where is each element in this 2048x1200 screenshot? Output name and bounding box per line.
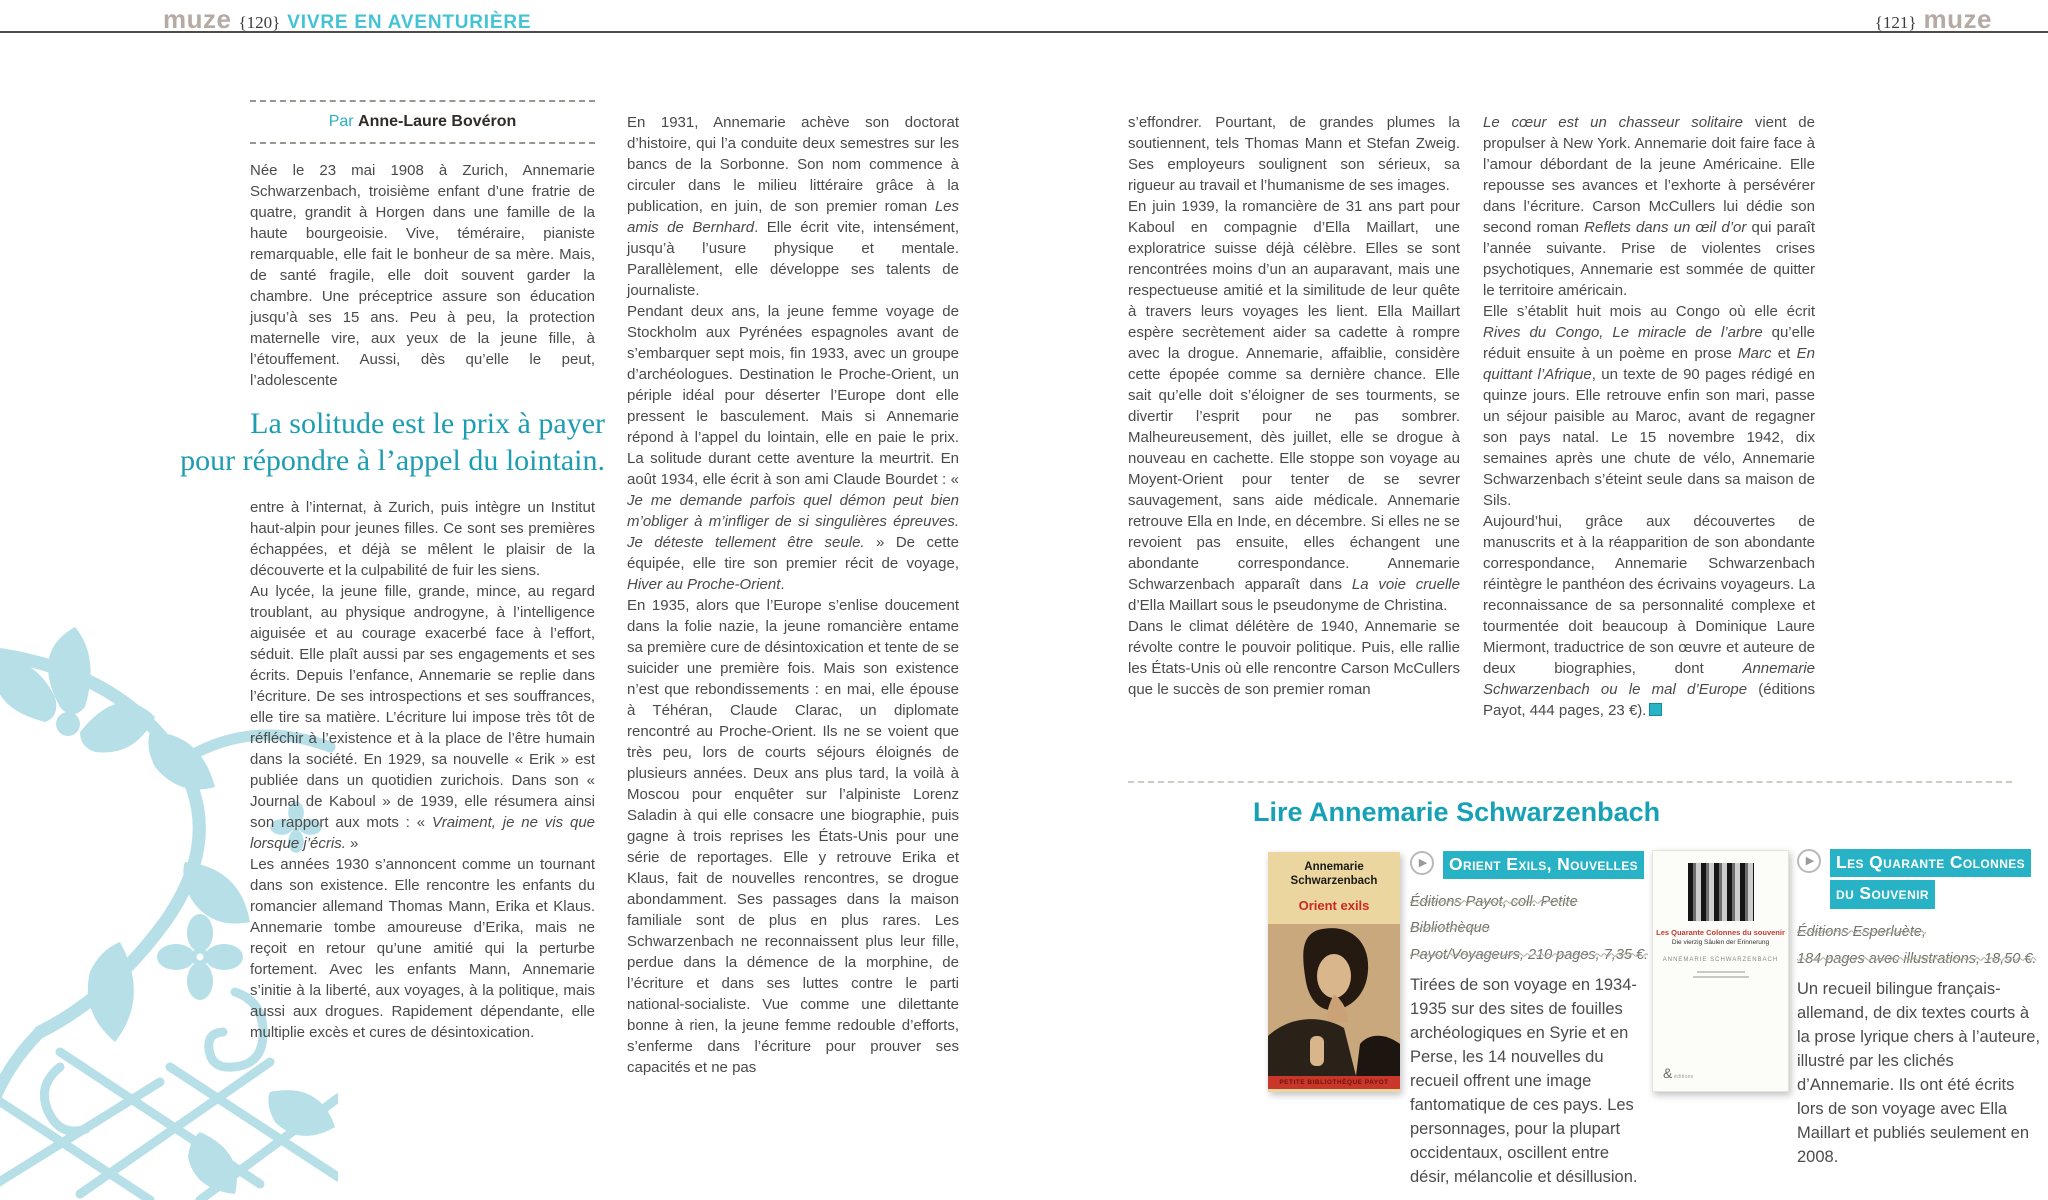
- cover-colophon-lines: [1692, 971, 1750, 978]
- paragraph: [1483, 511, 1815, 721]
- book-cover-orient-exils: [1268, 852, 1400, 1092]
- page-number-left: {120}: [238, 13, 281, 32]
- cover-title: Les Quarante Colonnes du souvenir: [1656, 928, 1785, 937]
- cover-title: Orient exils: [1298, 897, 1370, 913]
- paragraph: En juin 1939, la romancière de 31 ans part pour Kaboul en compagnie d’Ella Maillart, une exploratrice suisse déjà célèbre. Elles se sont rencontrées moins d’un an auparavant, mais une respectueuse amitié et la similitude de leur quête à travers leurs voyages les lient. Ella Maillart espère secrètement aider sa cadette à rompre avec la drogue. Annemarie, affaiblie, considère cette épopée comme sa dernière chance. Elle sait qu’elle doit s’éloigner de ses tourments, se divertir l’esprit pour ne pas sombrer. Malheureusement, dès juillet, elle se drogue à nouveau en cachette. Elle stoppe son voyage au Moyent-Orient pour tenter de se sevrer sauvagement, sans aide médicale. Annemarie retrouve Ella en Inde, en décembre. Si elles ne se revoient pas ensuite, elles échangent une abondante correspondance. Annemarie Schwarzenbach apparaît dans La voie cruelle d’Ella Maillart sous le pseudonyme de Christina.: [1128, 198, 1460, 614]
- paragraph: Elle s’établit huit mois au Congo où elle écrit Rives du Congo, Le miracle de l’arbre qu’elle réduit ensuite à un poème en prose Marc et En quittant l’Afrique, un texte de 90 pages rédigé en quinze jours. Elle retrouve enfin son mari, passe un séjour paisible au Maroc, avant de regagner son pays natal. Le 15 novembre 1942, dix semaines après une chute de vélo, Annemarie Schwarzenbach s’éteint seule dans sa maison de Sils.: [1483, 303, 1815, 509]
- book-title-badge: Les Quarante Colonnes du Souvenir: [1830, 849, 2031, 912]
- page-number-right: {121}: [1874, 13, 1917, 32]
- books-section-title: Lire Annemarie Schwarzenbach: [1253, 797, 1661, 827]
- pull-quote-line: La solitude est le prix à payer: [250, 407, 605, 440]
- paragraph: entre à l’internat, à Zurich, puis intègre un Institut haut-alpin pour jeunes filles. Ce sont ses premières échappées, et déjà se mêlent le plaisir de la découverte et la culpabilité de fuir les siens.: [250, 499, 595, 579]
- book-title-badge: Orient Exils, Nouvelles: [1443, 851, 1644, 882]
- muze-logo: muze: [163, 4, 232, 34]
- article-column-3: [1128, 112, 1460, 700]
- publisher-info: Éditions Payot, coll. Petite Bibliothèque: [1410, 894, 1578, 936]
- article-column-1: [180, 100, 605, 1043]
- article-column-4: [1483, 112, 1815, 721]
- books-section-divider: [1128, 781, 2012, 783]
- paragraph: s’effondrer. Pourtant, de grandes plumes la soutiennent, tels Thomas Mann et Stefan Zweig. Ses employeurs soulignent son sérieux, sa rigueur au travail et l’humanisme de ses images.: [1128, 114, 1460, 194]
- cover-subtitle: Die vierzig Säulen der Erinnerung: [1671, 938, 1770, 946]
- cover-imprint: PETITE BIBLIOTHÈQUE PAYOT: [1268, 1076, 1400, 1089]
- book-description: Tirées de son voyage en 1934-1935 sur des sites de fouilles archéologiques en Syrie et en Perse, les 14 nouvelles du recueil offrent une image fantomatique de ces pays. Les personnages, pour la plupart occidentaux, oscillent entre désir, mélancolie et désillusion.: [1410, 975, 1638, 1186]
- article-end-mark: [1649, 703, 1662, 716]
- paragraph: Pendant deux ans, la jeune femme voyage de Stockholm aux Pyrénées espagnoles avant de s’embarquer sept mois, fin 1933, avec un groupe d’archéologues. Destination le Proche-Orient, un périple idéal pour déserter l’Europe dont elle pressent le basculement. Mais si Annemarie répond à l’appel du lointain, elle en paie le prix. La solitude durant cette aventure la meurtrit. En août 1934, elle écrit à son ami Claude Bourdet : « Je me demande parfois quel démon peut bien m’obliger à m’infliger de si singulières épreuves. Je déteste tellement être seule. » De cette équipée, elle tire son premier récit de voyage, Hiver au Proche-Orient.: [627, 303, 959, 593]
- pull-quote: [53, 405, 605, 479]
- byline-prefix: Par: [328, 113, 354, 130]
- paragraph: En 1935, alors que l’Europe s’enlise doucement dans la folie nazie, la jeune romancière entame sa première cure de désintoxication et tente de se suicider une première fois. Mais son existence n’est que rebondissements : en mai, elle épouse à Téhéran, Claude Clarac, un diplomate rencontré au Proche-Orient. Ils ne se voient que très peu, lors de courts séjours éloignés de plusieurs années. Deux ans plus tard, la voilà à Moscou pour enquêter sur l’alpiniste Lorenz Saladin à qui elle consacre une biographie, puis gagne à trois reprises les États-Unis pour une série de reportages. Elle y retrouve Erika et Klaus, fait de nouvelles rencontres, se drogue abondamment. Ses passages dans la maison familiale sont de plus en plus rares. Les Schwarzenbach ne reconnaissent plus leur fille, perdue dans la démence de la morphine, de l’écriture et dans ses luttes contre le parti national-socialiste. Vue comme une dilettante bonne à rien, la jeune femme redouble d’efforts, s’enferme dans l’écriture pour prouver ses capacités et ne pas: [627, 597, 959, 1076]
- play-icon: ▶: [1797, 849, 1821, 873]
- paragraph: Les années 1930 s’annoncent comme un tournant dans son existence. Elle rencontre les enfants du romancier allemand Thomas Mann, Erika et Klaus. Annemarie tombe amoureuse d’Erika, mais ne reçoit en retour qu’une amitié qui la perturbe fortement. Avec les enfants Mann, Annemarie s’initie à la liberté, aux voyages, à la politique, mais aussi aux drogues. Rapidement dépendante, elle multiplie excès et cures de désintoxication.: [250, 856, 595, 1041]
- book-cover-quarante-colonnes: [1652, 850, 1789, 1092]
- paragraph: Dans le climat délétère de 1940, Annemarie se révolte contre le pouvoir politique. Puis, elle rallie les États-Unis où elle rencontre Carson McCullers que le succès de son premier roman: [1128, 618, 1460, 698]
- cover-photo: [1688, 863, 1754, 921]
- play-icon: ▶: [1410, 851, 1434, 875]
- cover-photo: [1268, 924, 1400, 1076]
- paragraph-text: Aujourd’hui, grâce aux découvertes de manuscrits et à la réapparition de son abondante correspondance, Annemarie Schwarzenbach réintègre le panthéon des écrivains voyageurs. La reconnaissance de sa personnalité complexe et tourmentée doit beaucoup à Dominique Laure Miermont, traductrice de son œuvre et auteure de deux biographies, dont Annemarie Schwarzenbach ou le mal d’Europe (éditions Payot, 444 pages, 23 €).: [1483, 513, 1815, 719]
- header-left: [163, 4, 531, 35]
- paragraph: Née le 23 mai 1908 à Zurich, Annemarie Schwarzenbach, troisième enfant d’une fratrie de quatre, grandit à Horgen dans une famille de la haute bourgeoisie. Vive, téméraire, pianiste remarquable, elle fait le bonheur de sa mère. Mais, de santé fragile, elle doit souvent garder la chambre. Une préceptrice assure son éducation jusqu’à ses 15 ans. Peu à peu, la protection maternelle vire, aux yeux de la jeune fille, à l’étouffement. Aussi, dès qu’elle le peut, l’adolescente: [250, 162, 595, 389]
- byline-author: Anne-Laure Bovéron: [358, 113, 517, 130]
- cover-author: ANNEMARIE SCHWARZENBACH: [1662, 957, 1779, 964]
- paragraph: Le cœur est un chasseur solitaire vient de propulser à New York. Annemarie doit faire face à l’amour débordant de la jeune Américaine. Elle repousse ses avances et l’exhorte à persévérer dans l’écriture. Carson McCullers lui dédie son second roman Reflets dans un œil d’or qui paraît l’année suivante. Prise de violentes crises psychotiques, Annemarie est sommée de quitter le territoire américain.: [1483, 114, 1815, 299]
- pull-quote-line: pour répondre à l’appel du lointain.: [180, 444, 605, 477]
- book-description: Un recueil bilingue français-allemand, de dix textes courts à la prose lyrique chers à l’auteure, illustré par les clichés d’Annemarie. Ils ont été écrits lors de son voyage avec Ella Maillart et publiés seulement en 2008.: [1797, 979, 2041, 1166]
- book-entry-orient-exils: [1410, 851, 1652, 1189]
- byline: [250, 100, 595, 144]
- paragraph: Au lycée, la jeune fille, grande, mince, au regard troublant, au physique androgyne, à l’intelligence aiguisée et au courage exacerbé face à l’effort, séduit. Elle plaît aussi par ses engagements et ses écrits. Depuis l’enfance, Annemarie se replie dans l’écriture. De ses introspections et ses souffrances, elle tire sa matière. L’écriture lui impose très tôt de réfléchir à l’existence et à la place de l’être humain dans la société. En 1929, sa nouvelle « Erik » est publiée dans un quotidien zurichois. Dans son « Journal de Kaboul » de 1939, elle résumera ainsi son rapport aux mots : « Vraiment, je ne vis que lorsque j’écris. »: [250, 583, 595, 852]
- muze-logo: muze: [1923, 4, 1992, 34]
- paragraph: En 1931, Annemarie achève son doctorat d’histoire, qui l’a conduite deux semestres sur les bancs de la Sorbonne. Son nom commence à circuler dans le milieu littéraire grâce à la publication, en juin, de son premier roman Les amis de Bernhard. Elle écrit vite, intensément, jusqu’à l’usure physique et mentale. Parallèlement, elle développe ses talents de journaliste.: [627, 114, 959, 299]
- header-right: [1875, 4, 1992, 35]
- esperluete-logo: & éditions: [1663, 1065, 1694, 1081]
- cover-author: Annemarie Schwarzenbach: [1290, 861, 1378, 887]
- publisher-info: Éditions Esperluète,: [1797, 923, 1926, 940]
- section-title: VIVRE EN AVENTURIÈRE: [287, 12, 532, 33]
- publisher-info: 184 pages avec illustrations, 18,50 €.: [1797, 951, 2037, 968]
- book-entry-quarante-colonnes: [1797, 849, 2045, 1169]
- article-column-2: [627, 112, 959, 1078]
- publisher-info: Payot/Voyageurs, 210 pages, 7,35 €.: [1410, 947, 1649, 964]
